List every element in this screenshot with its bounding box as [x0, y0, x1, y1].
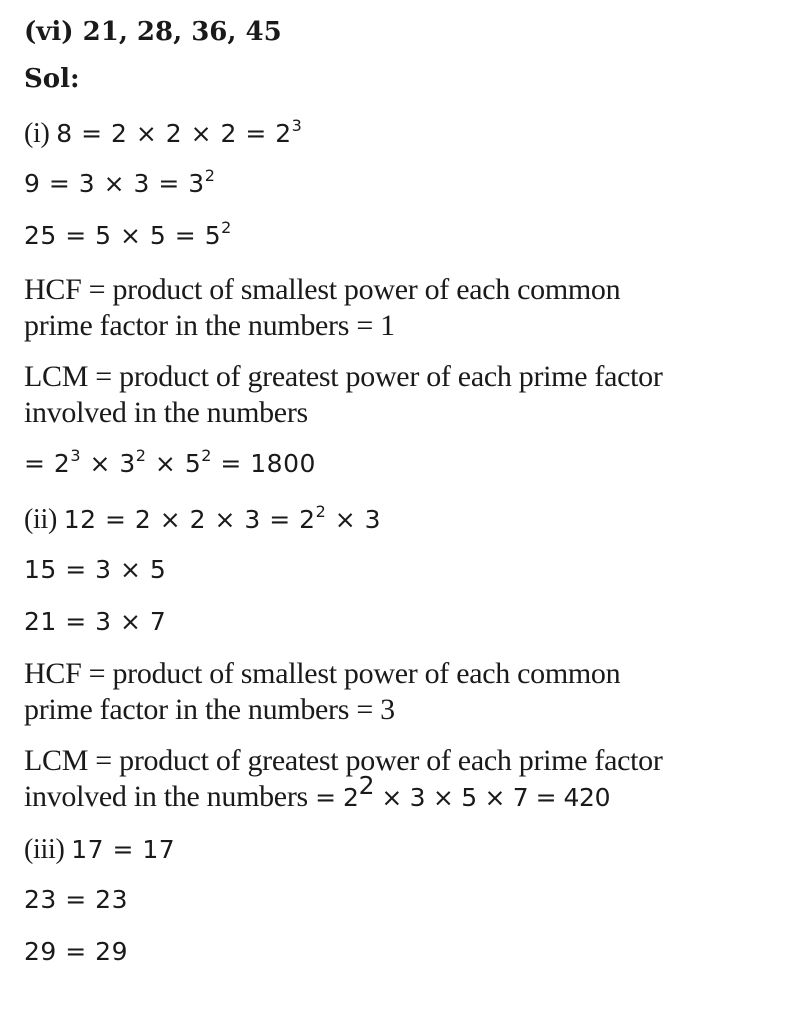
lcm-line-1: LCM = product of greatest power of each prime factor	[24, 360, 663, 393]
power-base: 5	[184, 449, 202, 478]
expansion: 5 × 5	[95, 221, 167, 250]
factorization-8	[24, 116, 302, 153]
equals-sign: =	[158, 169, 180, 198]
hcf-definition-ii	[24, 656, 620, 728]
lhs: 29	[24, 937, 57, 966]
exponent: 2	[358, 771, 375, 800]
hcf-line-1: HCF = product of smallest power of each common	[24, 657, 621, 690]
factorization-29	[24, 936, 128, 968]
solution-heading-text: Sol:	[24, 64, 80, 94]
factorization-9	[24, 168, 215, 203]
factorization-15	[24, 554, 166, 586]
lhs: 9	[24, 169, 41, 198]
part-label: (iii)	[24, 834, 72, 865]
exponent: 3	[291, 116, 303, 135]
question-text: (vi) 21, 28, 36, 45	[24, 17, 282, 47]
exponent: 3	[70, 446, 81, 465]
expansion: 3 × 7	[95, 607, 167, 636]
power-base: 2	[299, 505, 316, 534]
power-tail: × 3	[334, 505, 382, 534]
exponent: 2	[201, 446, 212, 465]
hcf-line-1: HCF = product of smallest power of each common	[24, 273, 621, 306]
equals-sign: =	[112, 835, 134, 864]
lcm-tail: × 3 × 5 × 7	[381, 783, 529, 812]
lcm-definition-i	[24, 359, 663, 431]
hcf-value: 1	[380, 309, 395, 342]
equals-sign: =	[48, 169, 71, 198]
part-label: (i)	[24, 118, 57, 149]
lhs: 21	[24, 607, 57, 636]
power-base: 5	[204, 221, 222, 250]
lcm-calculation-i	[24, 448, 316, 483]
expansion: 3 × 5	[95, 555, 167, 584]
power-base: 2	[342, 783, 359, 812]
question-label	[24, 16, 282, 48]
rhs: 29	[95, 937, 128, 966]
equals-sign: =	[65, 221, 87, 250]
equals-sign: =	[65, 555, 87, 584]
hcf-line-2	[24, 308, 620, 344]
rhs: 23	[95, 885, 128, 914]
rhs: 17	[142, 835, 176, 864]
exponent: 2	[135, 446, 147, 465]
lhs: 12	[63, 505, 97, 534]
equals-sign: =	[24, 449, 46, 478]
lhs: 23	[24, 885, 57, 914]
expansion: 2 × 2 × 2	[111, 119, 237, 148]
equals-sign: =	[65, 937, 87, 966]
factorization-21	[24, 606, 166, 638]
equals-sign: =	[315, 783, 336, 812]
equals-sign: =	[174, 221, 197, 250]
part-label: (ii)	[24, 504, 64, 535]
equals-sign: =	[104, 505, 127, 534]
expansion: 2 × 2 × 3	[134, 505, 261, 534]
equals-sign: =	[356, 693, 373, 726]
exponent: 2	[315, 502, 327, 521]
lcm-result: 420	[563, 783, 611, 812]
factorization-23	[24, 884, 128, 916]
hcf-line-2	[24, 692, 620, 728]
expansion: 3 × 3	[78, 169, 150, 198]
lcm-definition-ii	[24, 743, 663, 816]
lcm-line-1: LCM = product of greatest power of each prime factor	[24, 744, 663, 777]
lcm-line-2-text: involved in the numbers	[24, 780, 308, 813]
times-sign: ×	[89, 449, 111, 478]
power-base: 3	[119, 449, 136, 478]
equals-sign: =	[245, 119, 267, 148]
lhs: 25	[24, 221, 57, 250]
factorization-17	[24, 832, 175, 868]
power-base: 2	[53, 449, 71, 478]
times-sign: ×	[154, 449, 177, 478]
hcf-line-2-text: prime factor in the numbers	[24, 309, 350, 342]
equals-sign: =	[535, 783, 557, 812]
lhs: 17	[71, 835, 104, 864]
hcf-value: 3	[380, 693, 395, 726]
hcf-line-2-text: prime factor in the numbers	[24, 693, 350, 726]
lcm-result: 1800	[250, 449, 316, 478]
equals-sign: =	[269, 505, 291, 534]
power-base: 2	[275, 119, 292, 148]
equals-sign: =	[81, 119, 103, 148]
equals-sign: =	[220, 449, 242, 478]
factorization-25	[24, 220, 232, 255]
lhs: 15	[24, 555, 57, 584]
lcm-line-2	[24, 771, 663, 816]
equals-sign: =	[65, 607, 87, 636]
power-base: 3	[188, 169, 205, 198]
exponent: 2	[221, 218, 232, 237]
solution-heading	[24, 63, 80, 95]
hcf-definition-i	[24, 272, 620, 344]
factorization-12	[24, 502, 381, 539]
exponent: 2	[204, 166, 216, 185]
lcm-line-2: involved in the numbers	[24, 396, 308, 429]
lhs: 8	[56, 119, 73, 148]
equals-sign: =	[356, 309, 373, 342]
equals-sign: =	[65, 885, 87, 914]
